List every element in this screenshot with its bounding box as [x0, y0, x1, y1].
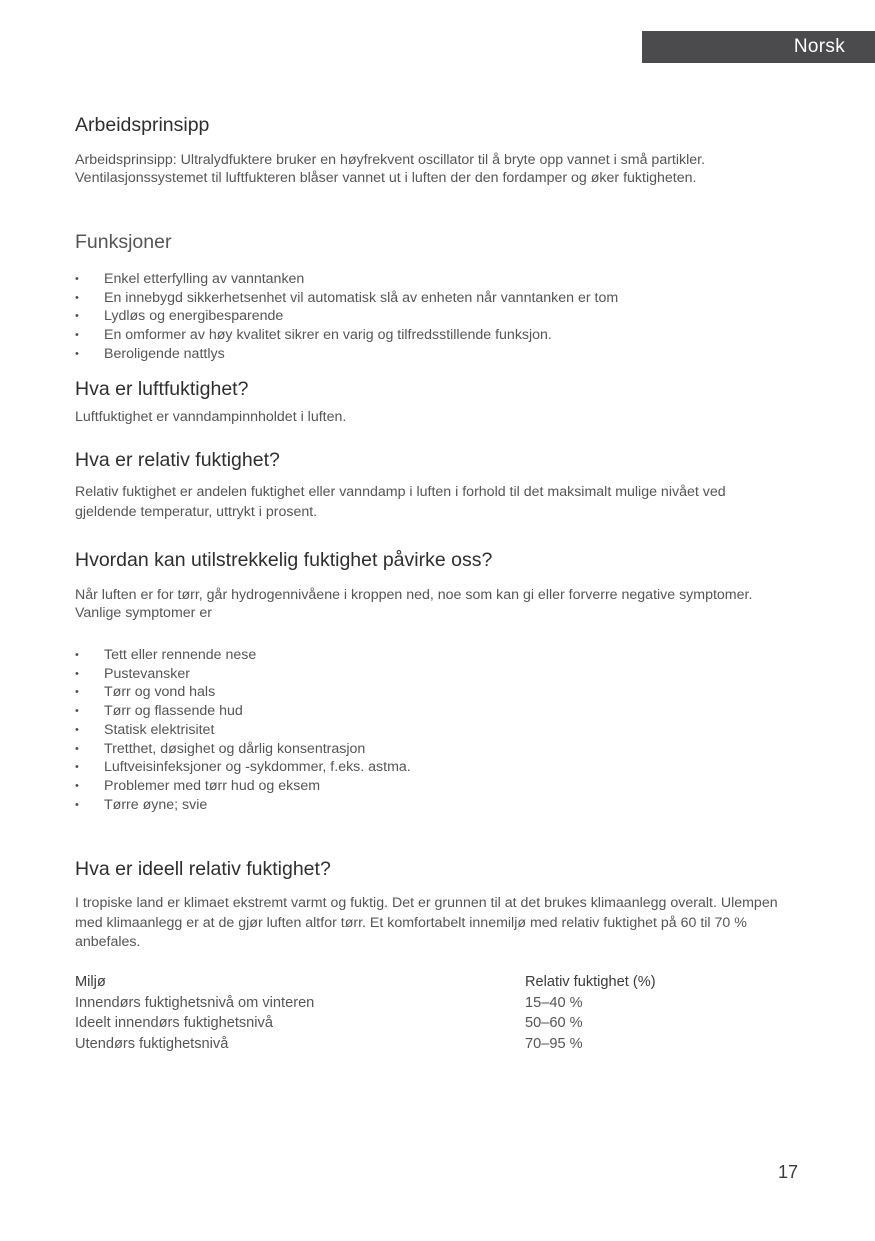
list-item: • Tørr og vond hals [75, 684, 216, 701]
list-item: • Statisk elektrisitet [75, 721, 215, 738]
bullet-icon: • [75, 667, 79, 680]
symptoms-list [75, 646, 411, 814]
paragraph-principle: Arbeidsprinsipp: Ultralydfuktere bruker en høyfrekvent oscillator til å bryte opp vannet i små partikler. Ventilasjonssystemet til luftfukteren blåser vannet ut i luften der den fordamper og øker fuktigheten. [75, 152, 706, 186]
list-item: • Luftveisinfeksjoner og -sykdommer, f.eks. astma. [75, 759, 411, 776]
paragraph-relative: Relativ fuktighet er andelen fuktighet eller vanndamp i luften i forhold til det maksimalt mulige nivået ved gjeldende temperatur, uttrykt i prosent. [75, 484, 726, 520]
heading-principle: Arbeidsprinsipp [75, 114, 210, 136]
bullet-icon: • [75, 273, 79, 285]
table-cell: 50–60 % [525, 1015, 583, 1031]
bullet-icon: • [75, 291, 79, 304]
list-item: • En innebygd sikkerhetsenhet vil automatisk slå av enheten når vanntanken er tom [75, 289, 619, 306]
table-cell: Ideelt innendørs fuktighetsnivå [75, 1015, 273, 1031]
bullet-icon: • [75, 798, 79, 811]
language-tab [642, 31, 875, 63]
list-item: • Tretthet, døsighet og dårlig konsentrasjon [75, 740, 366, 757]
page-number: 17 [778, 1162, 799, 1182]
heading-ideal: Hva er ideell relativ fuktighet? [75, 858, 331, 880]
table-column-environment [75, 972, 314, 1054]
list-item: • Pustevansker [75, 665, 190, 682]
list-item: • Problemer med tørr hud og eksem [75, 777, 321, 794]
table-header: Relativ fuktighet (%) [525, 974, 656, 990]
table-header: Miljø [75, 974, 106, 990]
functions-list [75, 270, 618, 364]
bullet-icon: • [75, 310, 79, 323]
paragraph-humidity: Luftfuktighet er vanndampinnholdet i luften. [75, 409, 347, 425]
paragraph-effects: Når luften er for tørr, går hydrogennivåene i kroppen ned, noe som kan gi eller forverre negative symptomer. Vanlige symptomer er [75, 587, 753, 621]
bullet-icon: • [75, 779, 79, 792]
list-item: • Tett eller rennende nese [75, 647, 257, 663]
heading-functions: Funksjoner [75, 231, 172, 253]
bullet-icon: • [75, 761, 79, 774]
bullet-icon: • [75, 742, 79, 755]
list-item: • Beroligende nattlys [75, 345, 225, 362]
list-item: • Tørre øyne; svie [75, 796, 208, 813]
bullet-icon: • [75, 649, 79, 661]
list-item: • Tørr og flassende hud [75, 703, 243, 720]
heading-effects: Hvordan kan utilstrekkelig fuktighet påvirke oss? [75, 549, 493, 571]
language-label: Norsk [793, 36, 845, 57]
bullet-icon: • [75, 329, 79, 342]
list-item: • Enkel etterfylling av vanntanken [75, 271, 305, 287]
table-cell: 15–40 % [525, 994, 583, 1011]
list-item: • En omformer av høy kvalitet sikrer en varig og tilfredsstillende funksjon. [75, 327, 552, 344]
paragraph-ideal: I tropiske land er klimaet ekstremt varmt og fuktig. Det er grunnen til at det brukes klimaanlegg overalt. Ulempen med klimaanlegg er at de gjør luften altfor tørr. Et komfortabelt innemiljø med relativ fuktighet på 60 til 70 % anbefales. [75, 895, 778, 950]
table-column-humidity [525, 972, 656, 1054]
table-cell: Innendørs fuktighetsnivå om vinteren [75, 994, 315, 1011]
bullet-icon: • [75, 347, 79, 360]
bullet-icon: • [75, 705, 79, 718]
bullet-icon: • [75, 686, 79, 699]
bullet-icon: • [75, 723, 79, 736]
table-cell: Utendørs fuktighetsnivå [75, 1035, 229, 1052]
heading-humidity: Hva er luftfuktighet? [75, 378, 249, 400]
list-item: • Lydløs og energibesparende [75, 308, 284, 325]
heading-relative: Hva er relativ fuktighet? [75, 449, 280, 471]
table-cell: 70–95 % [525, 1035, 583, 1052]
